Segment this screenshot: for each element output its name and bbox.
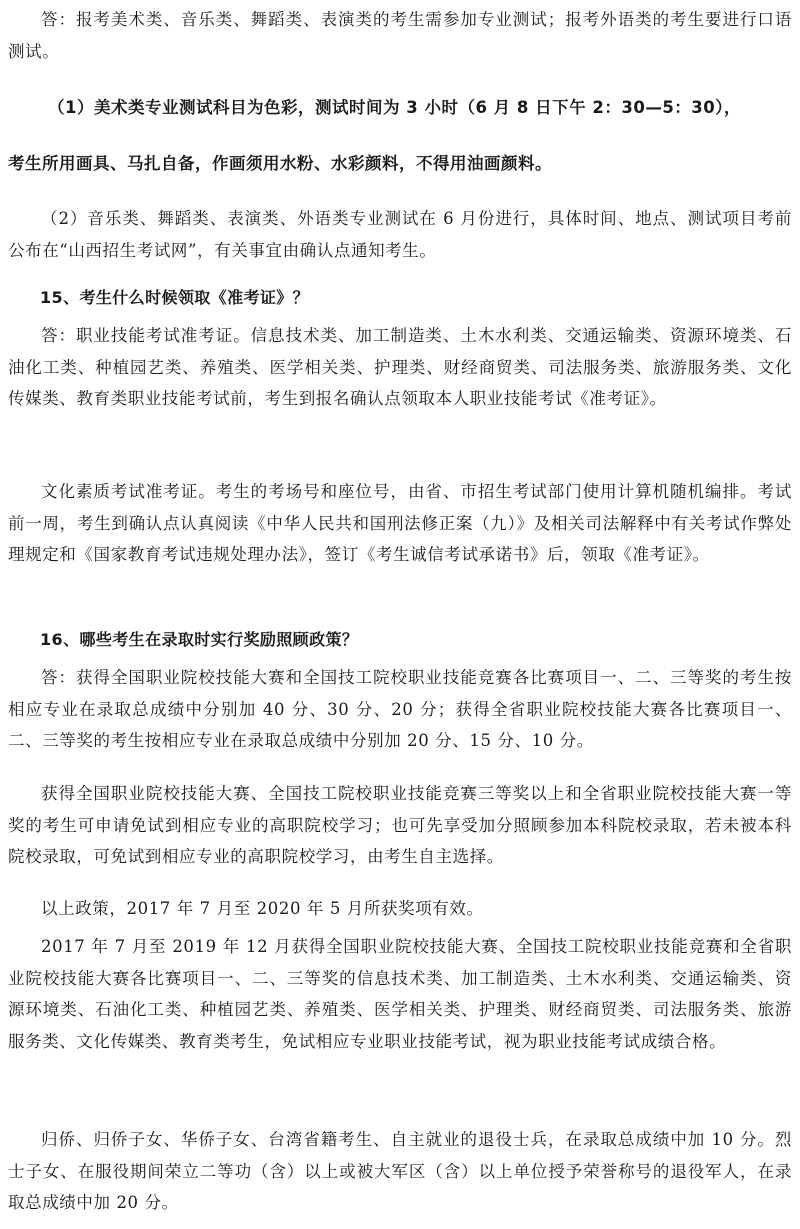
question-15-answer-culture-permit: 文化素质考试准考证。考生的考场号和座位号，由省、市招生考试部门使用计算机随机编排。考试前一周，考生到确认点认真阅读《中华人民共和国刑法修正案（九）》及相关司法解释中有关考试作弊处理规定和《国家教育考试违规处理办法》，签订《考生诚信考试承诺书》后，领取《准考证》。	[8, 482, 792, 564]
art-test-line-2: 考生所用画具、马扎自备，作画须用水粉、水彩颜料，不得用油画颜料。	[8, 154, 552, 173]
question-16-answer-bonus: 答：获得全国职业院校技能大赛和全国技工院校职业技能竞赛各比赛项目一、二、三等奖的考生按相应专业在录取总成绩中分别加 40 分、30 分、20 分；获得全省职业院校技能大赛各比赛项目一、二、三等奖的考生按相应专业在录取总成绩中分别加 20 分、15 分、10 分。	[8, 668, 792, 750]
question-16-answer-validity: 以上政策，2017 年 7 月至 2020 年 5 月所获奖项有效。	[41, 899, 484, 918]
question-16-heading: 16、哪些考生在录取时实行奖励照顾政策？	[40, 630, 359, 649]
question-16-answer-skill-exemption: 2017 年 7 月至 2019 年 12 月获得全国职业院校技能大赛、全国技工院校职业技能竞赛和全省职业院校技能大赛各比赛项目一、二、三等奖的信息技术类、加工制造类、土木水利类、交通运输类、资源环境类、石油化工类、种植园艺类、养殖类、医学相关类、护理类、财经商贸类、司法服务类、旅游服务类、文化传媒类、教育类考生，免试相应专业职业技能考试，视为职业技能考试成绩合格。	[8, 937, 792, 1051]
art-test-line-1: （1）美术类专业测试科目为色彩，测试时间为 3 小时（6 月 8 日下午 2：30—5：30），	[48, 98, 742, 117]
intro-answer-paragraph: 答：报考美术类、音乐类、舞蹈类、表演类的考生需参加专业测试；报考外语类的考生要进行口语测试。	[8, 10, 792, 61]
question-15-answer-exam-permit: 答：职业技能考试准考证。信息技术类、加工制造类、土木水利类、交通运输类、资源环境类、石油化工类、种植园艺类、养殖类、医学相关类、护理类、财经商贸类、司法服务类、旅游服务类、文化传媒类、教育类职业技能考试前，考生到报名确认点领取本人职业技能考试《准考证》。	[8, 326, 792, 408]
question-16-answer-special-groups: 归侨、归侨子女、华侨子女、台湾省籍考生、自主就业的退役士兵，在录取总成绩中加 10 分。烈士子女、在服役期间荣立二等功（含）以上或被大军区（含）以上单位授予荣誉称号的退役军人，在录取总成绩中加 20 分。	[8, 1130, 792, 1212]
question-15-heading: 15、考生什么时候领取《准考证》？	[40, 288, 310, 307]
other-tests-paragraph: （2）音乐类、舞蹈类、表演类、外语类专业测试在 6 月份进行，具体时间、地点、测试项目考前公布在“山西招生考试网”，有关事宜由确认点通知考生。	[8, 209, 792, 260]
question-16-answer-exemption: 获得全国职业院校技能大赛、全国技工院校职业技能竞赛三等奖以上和全省职业院校技能大赛一等奖的考生可申请免试到相应专业的高职院校学习；也可先享受加分照顾参加本科院校录取，若未被本科院校录取，可免试到相应专业的高职院校学习，由考生自主选择。	[8, 784, 792, 866]
